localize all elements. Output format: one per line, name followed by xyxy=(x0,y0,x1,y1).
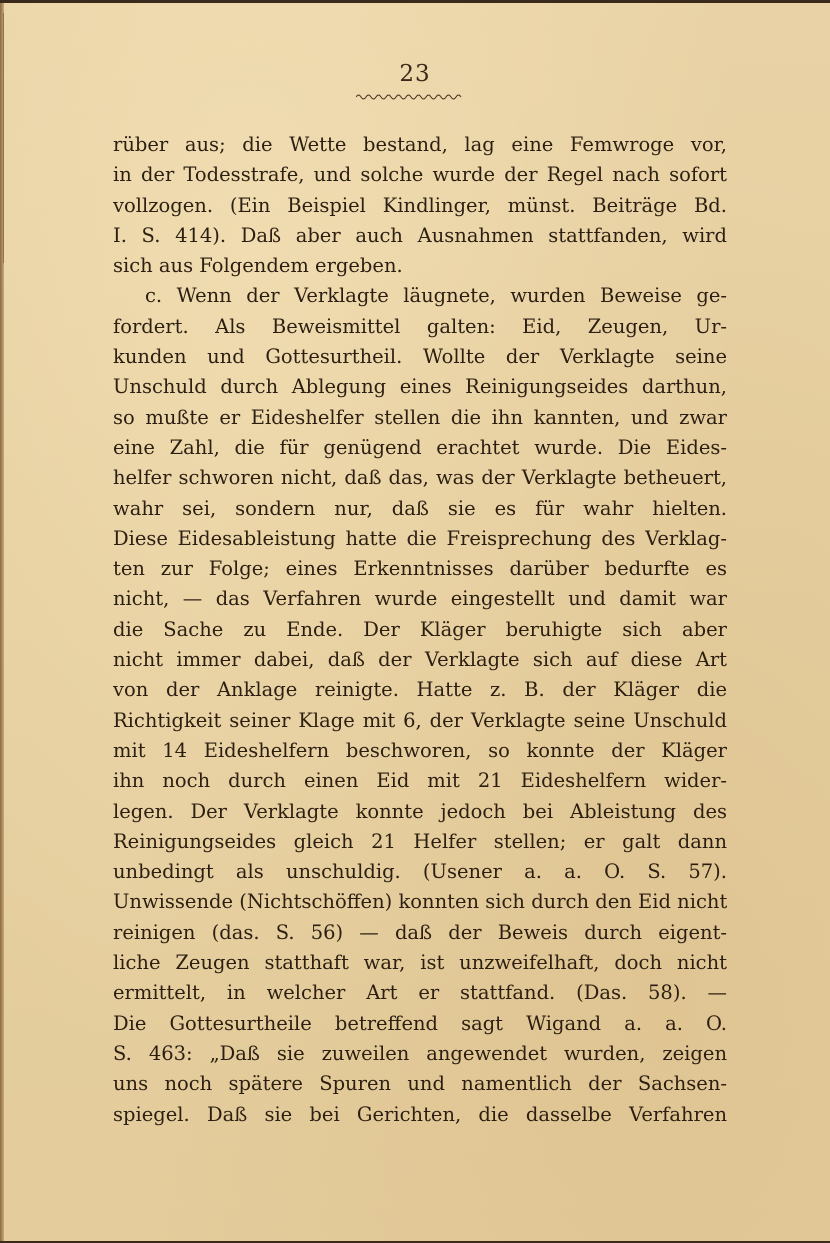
page-number: 23 xyxy=(399,61,431,87)
text-line: eine Zahl, die für genügend erachtet wurde. Die Eides- xyxy=(113,435,727,459)
text-line: kunden und Gottesurtheil. Wollte der Verklagte seine xyxy=(113,345,727,369)
text-line: uns noch spätere Spuren und namentlich der Sachsen- xyxy=(113,1072,727,1096)
text-line: reinigen (das. S. 56) — daß der Beweis durch eigent- xyxy=(113,920,727,944)
text-line: fordert. Als Beweismittel galten: Eid, Zeugen, Ur- xyxy=(113,314,727,338)
text-line: ermittelt, in welcher Art er stattfand. (Das. 58). — xyxy=(113,981,727,1005)
text-line: unbedingt als unschuldig. (Usener a. a. O. S. 57). xyxy=(113,860,727,884)
text-line: I. S. 414). Daß aber auch Ausnahmen stattfanden, wird xyxy=(113,223,727,247)
text-line: legen. Der Verklagte konnte jedoch bei Ableistung des xyxy=(113,799,727,823)
text-line: von der Anklage reinigte. Hatte z. B. der Kläger die xyxy=(113,678,727,702)
text-line: so mußte er Eideshelfer stellen die ihn kannten, und zwar xyxy=(113,405,727,429)
text-line: rüber aus; die Wette bestand, lag eine Femwroge vor, xyxy=(113,133,727,156)
text-line: mit 14 Eideshelfern beschworen, so konnte der Kläger xyxy=(113,738,727,762)
text-line: liche Zeugen statthaft war, ist unzweifelhaft, doch nicht xyxy=(113,951,727,975)
book-page xyxy=(0,3,830,1241)
text-line: wahr sei, sondern nur, daß sie es für wahr hielten. xyxy=(113,496,727,520)
text-line: ten zur Folge; eines Erkenntnisses darüber bedurfte es xyxy=(113,557,727,581)
body-text xyxy=(113,130,727,1130)
text-line: S. 463: „Daß sie zuweilen angewendet wurden, zeigen xyxy=(113,1041,727,1065)
text-line: Unwissende (Nichtschöffen) konnten sich durch den Eid nicht xyxy=(113,890,727,914)
text-line: in der Todesstrafe, und solche wurde der Regel nach sofort xyxy=(113,163,727,187)
text-line: die Sache zu Ende. Der Kläger beruhigte sich aber xyxy=(113,617,727,641)
text-line: helfer schworen nicht, daß das, was der Verklagte betheuert, xyxy=(113,466,727,490)
text-line: ihn noch durch einen Eid mit 21 Eideshelfern wider- xyxy=(113,769,727,793)
text-line: Die Gottesurtheile betreffend sagt Wigand a. a. O. xyxy=(113,1011,727,1035)
binding-crease xyxy=(3,13,4,263)
wavy-rule-ornament xyxy=(356,93,462,101)
text-line: sich aus Folgendem ergeben. xyxy=(113,254,403,278)
text-line: spiegel. Daß sie bei Gerichten, die dasselbe Verfahren xyxy=(113,1102,727,1126)
text-line: Richtigkeit seiner Klage mit 6, der Verklagte seine Unschuld xyxy=(113,708,727,732)
text-line: Unschuld durch Ablegung eines Reinigungseides darthun, xyxy=(113,375,727,399)
text-line: vollzogen. (Ein Beispiel Kindlinger, münst. Beiträge Bd. xyxy=(113,193,727,217)
text-line: c. Wenn der Verklagte läugnete, wurden Beweise ge- xyxy=(145,284,727,308)
text-line: Reinigungseides gleich 21 Helfer stellen; er galt dann xyxy=(113,829,727,853)
text-line: nicht immer dabei, daß der Verklagte sich auf diese Art xyxy=(113,648,727,672)
text-line: nicht, — das Verfahren wurde eingestellt und damit war xyxy=(113,587,727,611)
text-line: Diese Eidesableistung hatte die Freisprechung des Verklag- xyxy=(113,526,727,550)
